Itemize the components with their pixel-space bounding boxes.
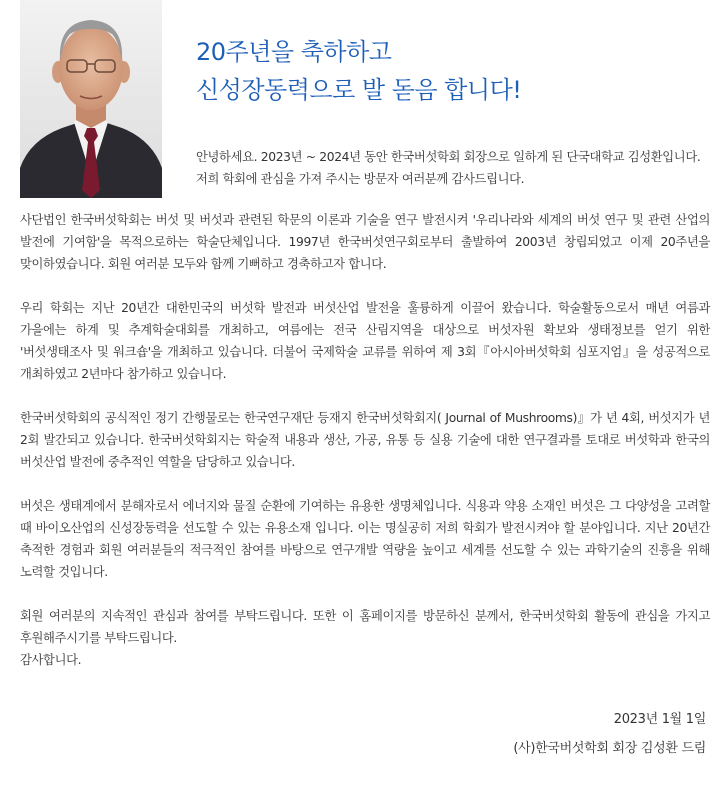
closing-request: 회원 여러분의 지속적인 관심과 참여를 부탁드립니다. 또한 이 홈페이지를 방문하신 분께서, 한국버섯학회 활동에 관심을 가지고 후원해주시기를 부탁드립니다. [20,609,710,645]
closing-thanks: 감사합니다. [20,653,82,667]
headline-line-1: 20주년을 축하하고 [196,38,392,66]
signature-name: (사)한국버섯학회 회장 김성환 드림 [513,741,706,756]
signature-block [513,705,706,763]
headline [196,33,521,109]
paragraph-introduction: 사단법인 한국버섯학회는 버섯 및 버섯과 관련된 학문의 이론과 기술을 연구 발전시켜 '우리나라와 세계의 버섯 연구 및 관련 산업의 발전에 기여함'을 목적으로하는 학술단체입니다. 1997년 한국버섯연구회로부터 출발하여 2003년 창립되었고 이제 20주년을 맞이하였습니다. 회원 여러분 모두와 함께 기뻐하고 경축하고자 합니다. [20,213,710,271]
president-portrait [20,0,162,198]
paragraph-publications: 한국버섯학회의 공식적인 정기 간행물로는 한국연구재단 등재지 한국버섯학회지( Journal of Mushrooms)』가 년 4회, 버섯지가 년 2회 발간되고 있습니다. 한국버섯학회지는 학술적 내용과 생산, 가공, 유통 등 실용 기술에 대한 연구결과를 토대로 버섯학과 한국의 버섯산업 발전에 중추적인 역할을 담당하고 있습니다. [20,411,710,469]
signature-date: 2023년 1월 1일 [613,712,706,727]
headline-line-2: 신성장동력으로 발 돋음 합니다! [196,76,522,104]
paragraph-vision: 버섯은 생태계에서 분해자로서 에너지와 물질 순환에 기여하는 유용한 생명체입니다. 식용과 약용 소재인 버섯은 그 다양성을 고려할 때 바이오산업의 신성장동력을 선도할 수 있는 유용소재 입니다. 이는 명실공히 저희 학회가 발전시켜야 할 분야입니다. 지난 20년간 축적한 경험과 회원 여러분들의 적극적인 참여를 바탕으로 연구개발 역량을 높이고 세계를 선도할 수 있는 과학기술의 진흥을 위해 노력할 것입니다. [20,499,710,579]
paragraph-closing [20,605,710,671]
paragraph-activities: 우리 학회는 지난 20년간 대한민국의 버섯학 발전과 버섯산업 발전을 훌륭하게 이끌어 왔습니다. 학술활동으로서 매년 여름과 가을에는 하계 및 추계학술대회를 개최하고, 여름에는 전국 산림지역을 대상으로 버섯자원 확보와 생태정보를 얻기 위한 '버섯생태조사 및 워크숍'을 개최하고 있습니다. 더불어 국제학술 교류를 위하여 제 3회『아시아버섯학회 심포지엄』을 성공적으로 개최하였고 2년마다 참가하고 있습니다. [20,301,710,381]
greeting-text: 안녕하세요. 2023년 ~ 2024년 동안 한국버섯학회 회장으로 일하게 된 단국대학교 김성환입니다. 저희 학회에 관심을 가져 주시는 방문자 여러분께 감사드립니다. [196,150,701,186]
message-body [20,209,710,671]
